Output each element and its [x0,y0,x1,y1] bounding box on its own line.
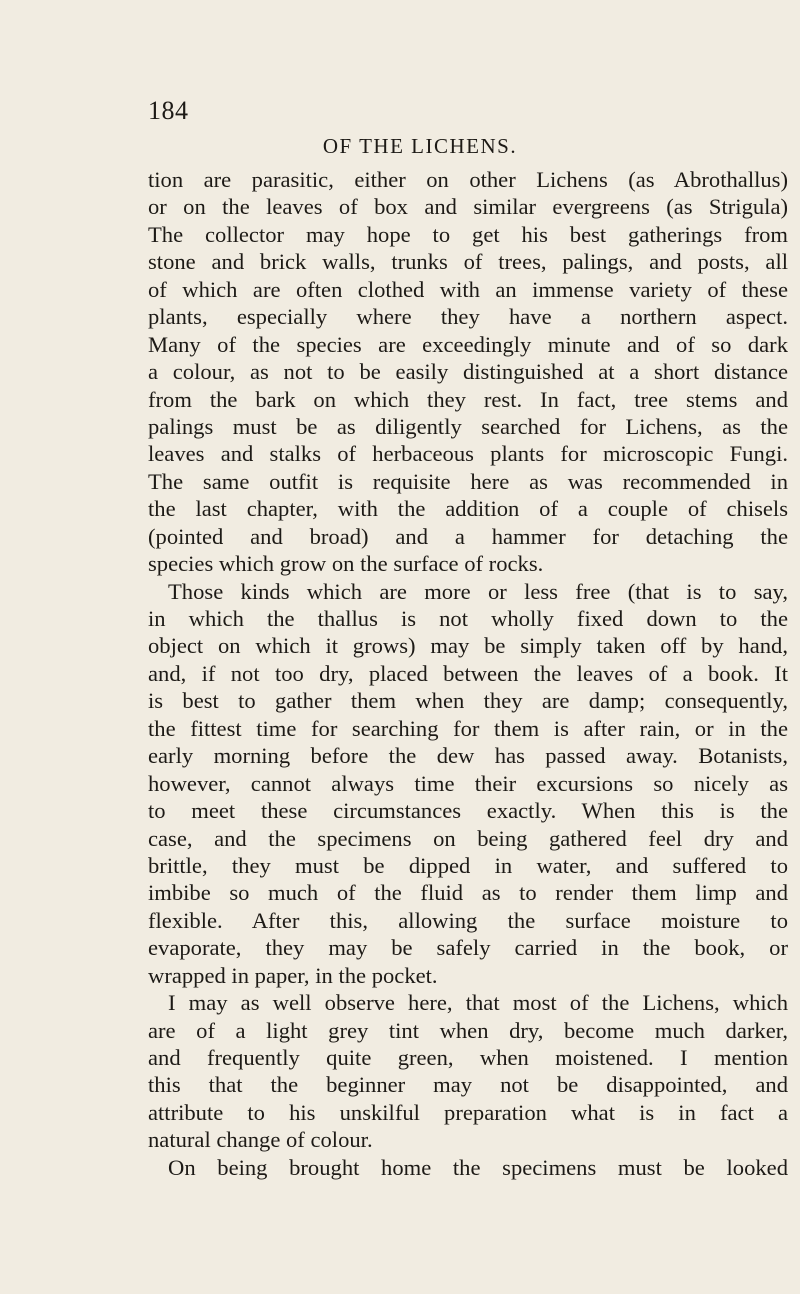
text-line: attribute to his unskilful preparation what is in fact a [148,1099,788,1125]
text-line: flexible. After this, allowing the surface moisture to [148,907,788,933]
text-line: object on which it grows) may be simply taken off by hand, [148,633,788,659]
text-line: plants, especially where they have a northern aspect. [148,304,788,330]
page-number: 184 [148,96,189,125]
text-line: the fittest time for searching for them is after rain, or in the [148,715,788,741]
text-line: species which grow on the surface of rocks. [148,551,544,577]
text-line: On being brought home the specimens must be looked [168,1154,788,1180]
text-line: early morning before the dew has passed away. Botanists, [148,743,788,769]
text-line: are of a light grey tint when dry, become much darker, [148,1017,788,1043]
text-line: to meet these circumstances exactly. When this is the [148,798,788,824]
text-line: imbibe so much of the fluid as to render them limp and [148,880,788,906]
body-text [148,166,788,1181]
text-line: evaporate, they may be safely carried in the book, or [148,935,788,961]
text-line: leaves and stalks of herbaceous plants for microscopic Fungi. [148,441,788,467]
text-line: from the bark on which they rest. In fact, tree stems and [148,386,788,412]
text-line: and frequently quite green, when moistened. I mention [148,1045,788,1070]
text-line: The collector may hope to get his best gatherings from [148,221,788,247]
text-line: of which are often clothed with an immense variety of these [148,276,788,302]
text-line: Those kinds which are more or less free (that is to say, [168,578,788,604]
text-line: wrapped in paper, in the pocket. [148,962,438,988]
text-line: the last chapter, with the addition of a couple of chisels [148,496,788,522]
text-line: however, cannot always time their excursions so nicely as [148,770,788,796]
text-line: brittle, they must be dipped in water, and suffered to [148,852,788,878]
text-line: in which the thallus is not wholly fixed down to the [148,606,788,631]
text-line: and, if not too dry, placed between the leaves of a book. It [148,660,788,686]
text-line: (pointed and broad) and a hammer for detaching the [148,523,788,549]
text-line: tion are parasitic, either on other Lichens (as Abrothallus) [148,167,788,192]
text-line: I may as well observe here, that most of the Lichens, which [168,990,788,1016]
text-line: natural change of colour. [148,1127,373,1153]
text-line: case, and the specimens on being gathered feel dry and [148,825,788,851]
running-head: OF THE LICHENS. [322,134,518,158]
text-line: or on the leaves of box and similar evergreens (as Strigula) [148,194,788,220]
text-line: this that the beginner may not be disappointed, and [148,1072,788,1098]
text-line: stone and brick walls, trunks of trees, palings, and posts, all [148,249,788,275]
text-line: a colour, as not to be easily distinguished at a short distance [148,359,788,385]
text-line: is best to gather them when they are damp; consequently, [148,688,788,714]
text-line: palings must be as diligently searched for Lichens, as the [148,413,788,439]
text-line: Many of the species are exceedingly minute and of so dark [148,331,788,357]
text-line: The same outfit is requisite here as was recommended in [148,468,788,494]
